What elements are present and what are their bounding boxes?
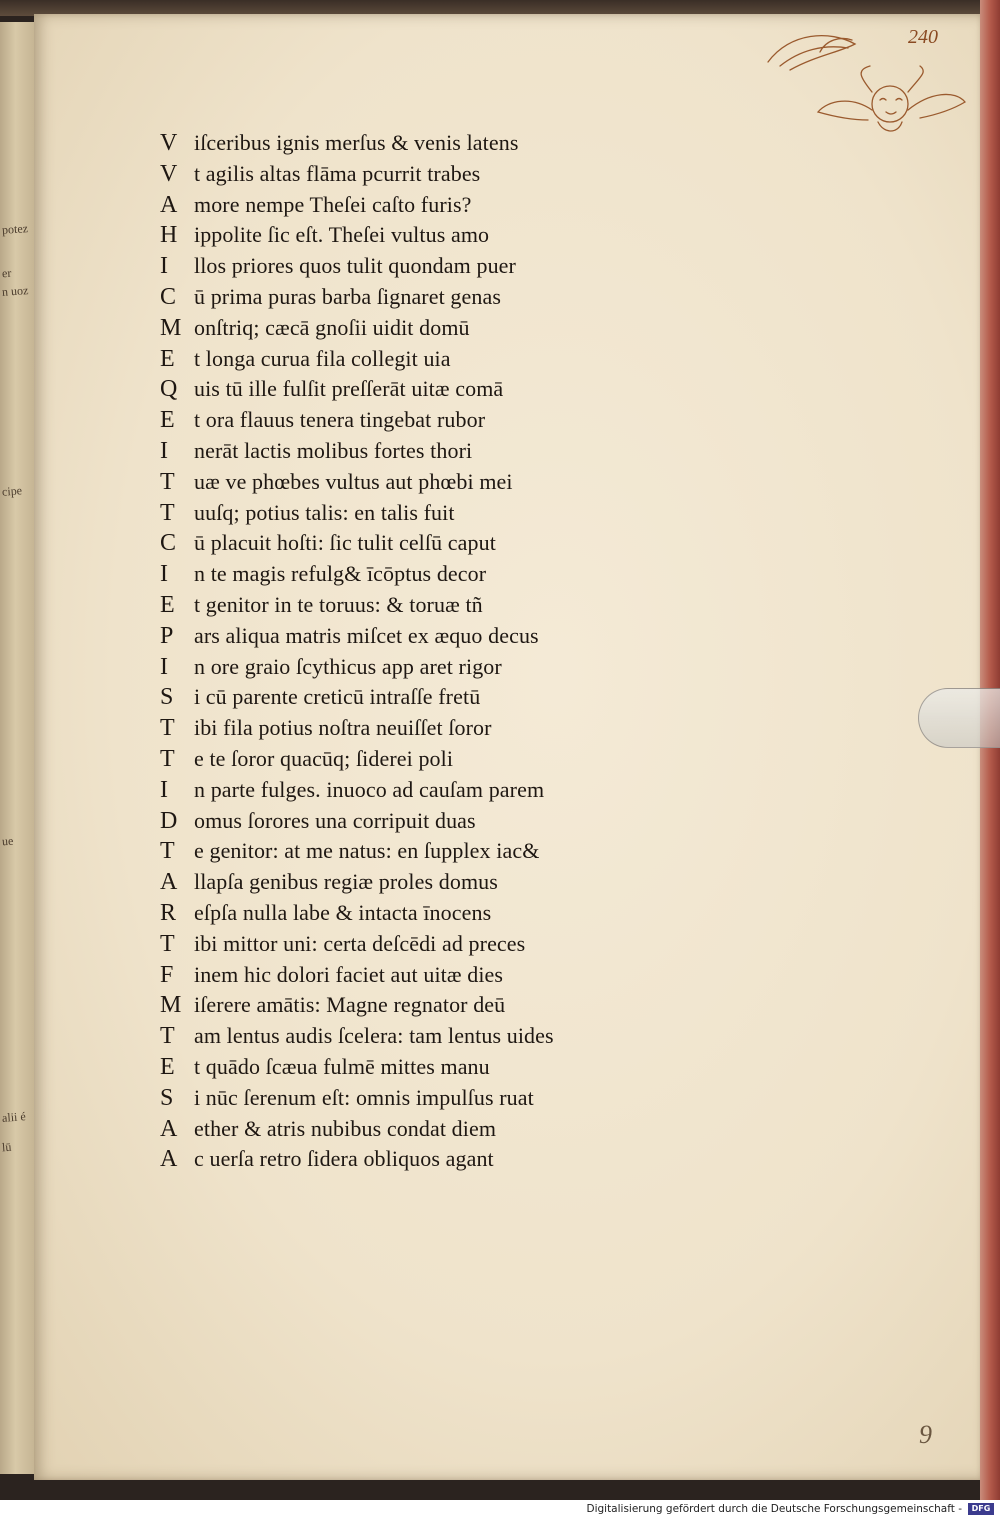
bleed-fragment: er (1, 265, 12, 281)
verso-show-through (635, 132, 705, 378)
verse-text: ū placuit hoſti: ſic tulit celſū caput (194, 530, 496, 556)
verse-text: eſpſa nulla labe & intacta īnocens (194, 899, 492, 925)
verse-initial: E (160, 591, 175, 618)
verse-line (160, 838, 554, 869)
verse-initial: T (160, 499, 175, 526)
dfg-logo: DFG (968, 1503, 994, 1515)
verse-line (160, 715, 554, 746)
verse-initial: I (160, 437, 168, 464)
verse-line (160, 222, 554, 253)
verse-initial: I (160, 253, 168, 280)
verse-line (160, 592, 554, 623)
verse-text: t agilis altas flāma pcurrit trabes (194, 160, 481, 186)
verse-initial: I (160, 561, 168, 588)
verse-initial: E (160, 407, 175, 434)
bookmark-tab[interactable] (918, 688, 1000, 748)
verse-line (160, 253, 554, 284)
verse-initial: C (160, 283, 177, 310)
verse-text: e te ſoror quacūq; ſiderei poli (194, 745, 454, 771)
verse-line (160, 561, 554, 592)
verse-line (160, 992, 554, 1023)
verse-initial: T (160, 715, 175, 742)
verse-initial: T (160, 838, 175, 865)
verse-initial: I (160, 653, 168, 680)
verse-text: more nempe Theſei caſto furis? (194, 191, 472, 217)
verse-text: ippolite ſic eſt. Theſei vultus amo (194, 222, 490, 248)
verse-initial: V (160, 130, 178, 156)
verse-initial: S (160, 1084, 174, 1111)
verse-initial: T (160, 1023, 175, 1050)
verse-line (160, 684, 554, 715)
verse-line (160, 376, 554, 407)
bleed-fragment: lū (1, 1139, 12, 1155)
bleed-fragment: potez (1, 221, 29, 237)
verse-text: iſerere amātis: Magne regnator deū (194, 992, 506, 1018)
verse-line (160, 500, 554, 531)
verse-initial: P (160, 622, 174, 649)
verse-text: llapſa genibus regiæ proles domus (194, 869, 498, 895)
folio-number: 240 (908, 26, 938, 48)
verse-text: i nūc ſerenum eſt: omnis impulſus ruat (194, 1084, 534, 1110)
funding-banner (0, 1500, 1000, 1519)
verse-initial: E (160, 345, 175, 372)
verse-line (160, 777, 554, 808)
verse-initial: T (160, 930, 175, 957)
verse-text: uæ ve phœbes vultus aut phœbi mei (194, 468, 513, 494)
bleed-fragment: alii é (1, 1109, 27, 1125)
verse-line (160, 1116, 554, 1147)
verse-line (160, 931, 554, 962)
verse-text: t longa curua fila collegit uia (194, 345, 451, 371)
verse-line (160, 161, 554, 192)
verse-line (160, 407, 554, 438)
verse-line (160, 900, 554, 931)
verse-text: t genitor in te toruus: & toruæ tñ (194, 591, 483, 617)
verse-line (160, 469, 554, 500)
verse-text: e genitor: at me natus: en ſupplex iac& (194, 838, 540, 864)
verse-block (160, 130, 554, 1177)
verse-text: ū prima puras barba ſignaret genas (194, 283, 502, 309)
verse-text: ars aliqua matris miſcet ex æquo decus (194, 622, 539, 648)
verse-text: ibi mittor uni: certa deſcēdi ad preces (194, 930, 526, 956)
verse-initial: A (160, 1115, 178, 1142)
verse-line (160, 315, 554, 346)
verse-line (160, 746, 554, 777)
verse-initial: V (160, 160, 178, 187)
verse-initial: A (160, 191, 178, 218)
verse-line (160, 130, 554, 161)
verse-text: t ora flauus tenera tingebat rubor (194, 407, 486, 433)
verse-initial: T (160, 468, 175, 495)
verse-text: n parte fulges. inuoco ad cauſam parem (194, 776, 545, 802)
verse-line (160, 808, 554, 839)
verse-initial: H (160, 222, 178, 249)
bleed-fragment: ue (1, 833, 14, 849)
verse-initial: A (160, 1146, 178, 1173)
verse-initial: R (160, 899, 177, 926)
bleed-fragment: n uoz (1, 283, 29, 299)
verse-line (160, 192, 554, 223)
verse-initial: D (160, 807, 178, 834)
funding-notice: Digitalisierung gefördert durch die Deutsche Forschungsgemeinschaft - (586, 1503, 962, 1515)
verse-text: uis tū ille fulſit preſſerāt uitæ comā (194, 376, 504, 402)
verse-text: ibi fila potius noſtra neuiſſet ſoror (194, 715, 492, 741)
verse-initial: E (160, 1053, 175, 1080)
verse-initial: A (160, 869, 178, 896)
verse-text: iſceribus ignis merſus & venis latens (194, 130, 519, 155)
verse-text: llos priores quos tulit quondam puer (194, 253, 516, 279)
verse-initial: F (160, 961, 174, 988)
verse-text: uuſq; potius talis: en talis fuit (194, 499, 455, 525)
verse-initial: M (160, 992, 182, 1019)
verse-text: i cū parente creticū intraſſe fretū (194, 684, 481, 710)
verse-initial: I (160, 776, 168, 803)
verse-initial: S (160, 684, 174, 711)
verse-text: t quādo ſcæua fulmē mittes manu (194, 1053, 490, 1079)
verse-line (160, 654, 554, 685)
verse-line (160, 284, 554, 315)
verse-text: am lentus audis ſcelera: tam lentus uides (194, 1023, 554, 1049)
verse-initial: C (160, 530, 177, 557)
verse-text: omus ſorores una corripuit duas (194, 807, 476, 833)
verse-line (160, 1054, 554, 1085)
verse-line (160, 346, 554, 377)
verse-initial: Q (160, 376, 178, 403)
verse-text: ether & atris nubibus condat diem (194, 1115, 497, 1141)
cherub-sketch-icon (760, 22, 975, 142)
page-signature: 9 (919, 1420, 932, 1449)
verse-line (160, 530, 554, 561)
bleed-fragment: cipe (1, 483, 23, 499)
verse-text: n ore graio ſcythicus app aret rigor (194, 653, 502, 679)
verse-line (160, 869, 554, 900)
verse-line (160, 623, 554, 654)
verse-line (160, 438, 554, 469)
book-fore-edge (980, 0, 1000, 1500)
verse-text: c uerſa retro ſidera obliquos agant (194, 1146, 494, 1172)
verse-line (160, 1085, 554, 1116)
verse-text: n te magis refulg& īcōptus decor (194, 561, 487, 587)
verse-text: nerāt lactis molibus fortes thori (194, 437, 473, 463)
verse-text: inem hic dolori faciet aut uitæ dies (194, 961, 504, 987)
verse-line (160, 962, 554, 993)
verse-initial: T (160, 745, 175, 772)
verse-line (160, 1146, 554, 1177)
facing-page-edge (0, 22, 35, 1474)
verse-text: onſtriq; cæcā gnoſii uidit domū (194, 314, 470, 340)
verse-initial: M (160, 314, 182, 341)
verse-line (160, 1023, 554, 1054)
